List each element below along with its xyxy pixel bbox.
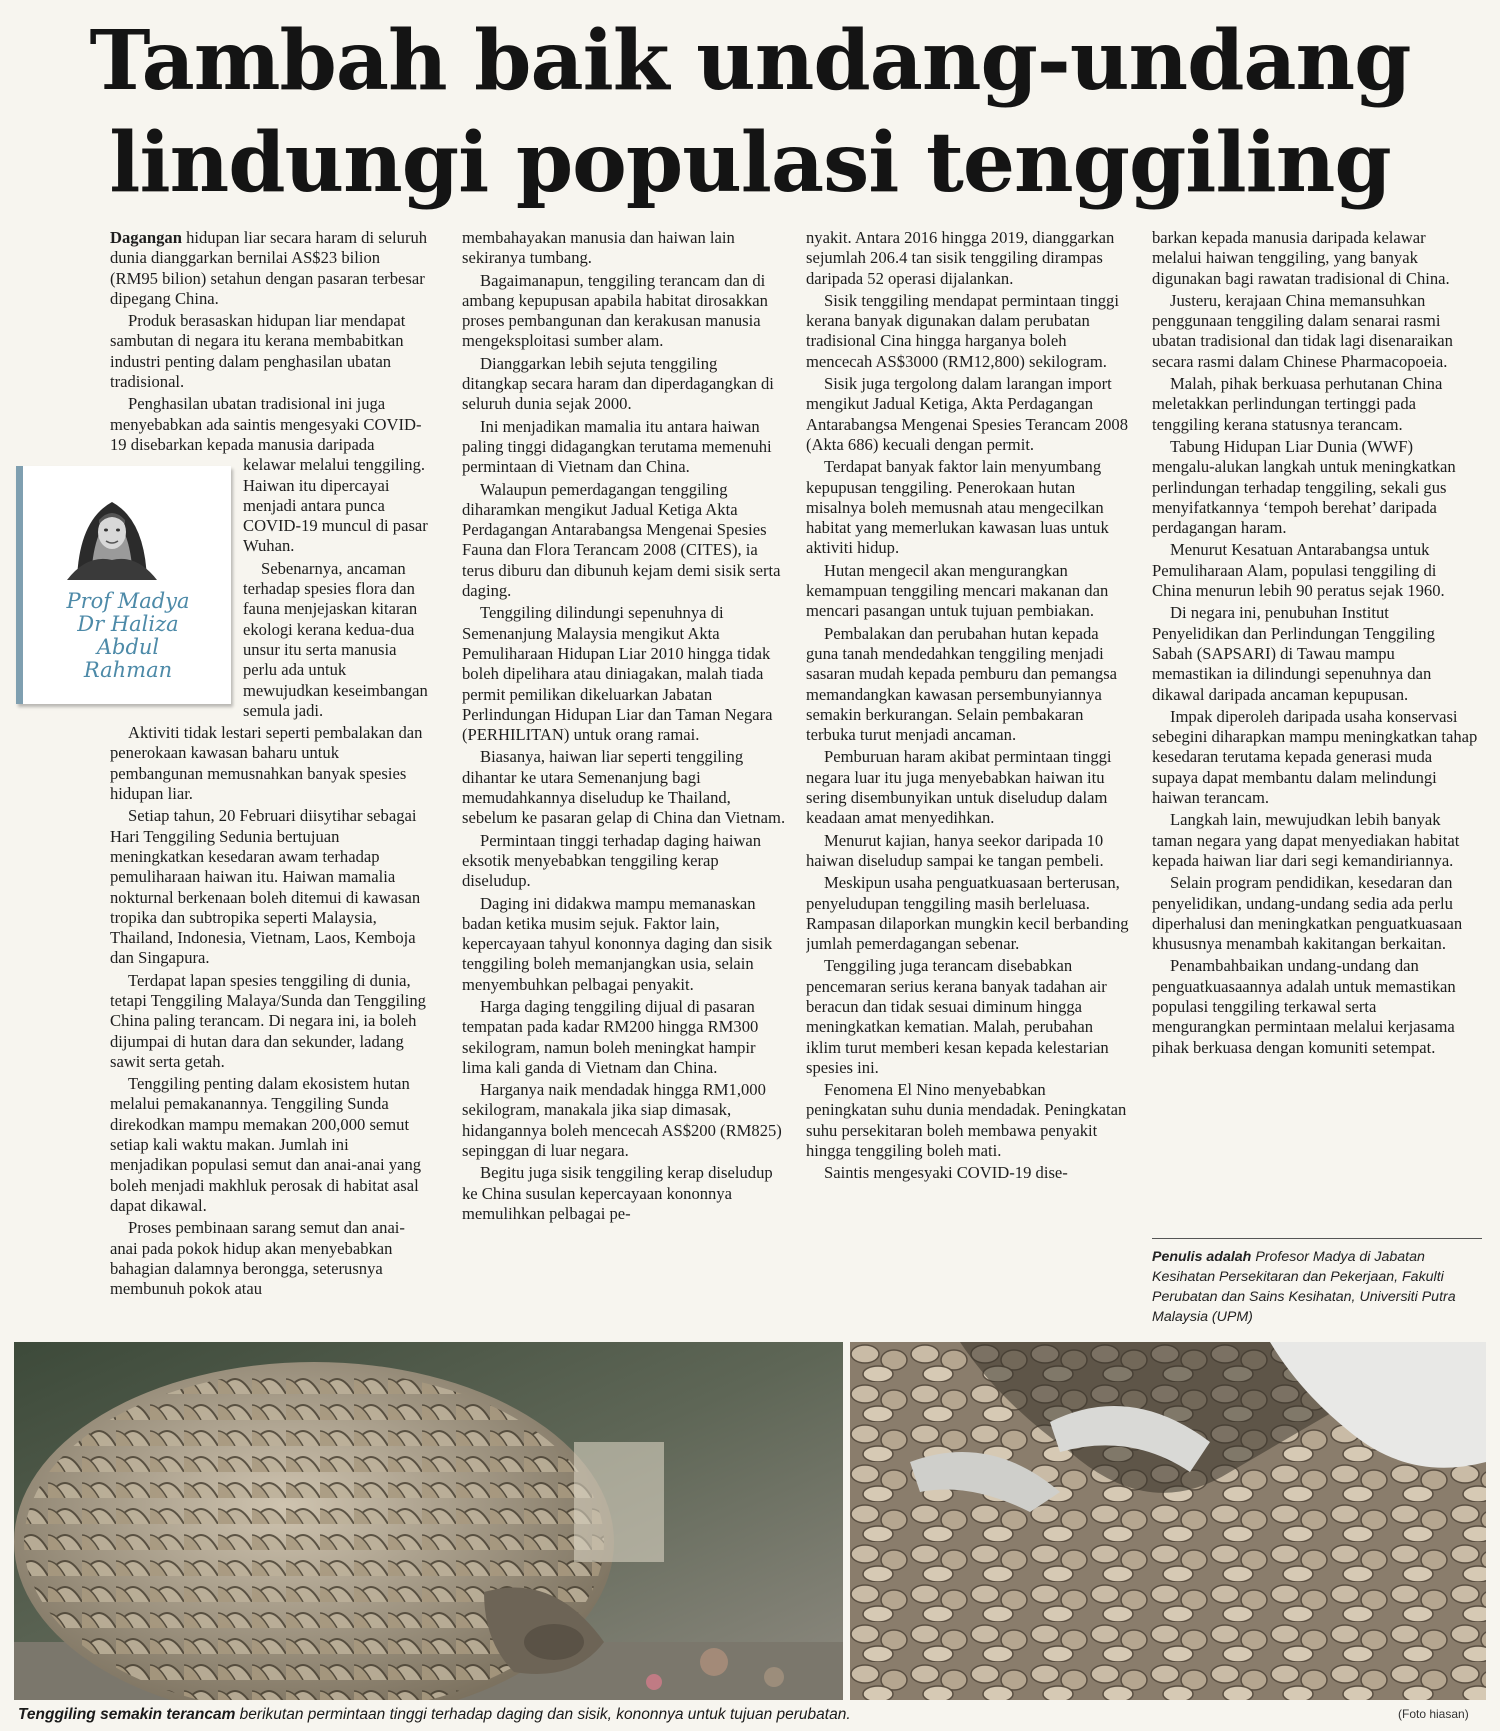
- paragraph: Daging ini didakwa mampu memanaskan badan ketika musim sejuk. Faktor lain, kepercayaan tahyul kononnya daging dan sisik tenggiling boleh memanjangkan usia, selain menyembuhkan pelbagai penyakit.: [462, 893, 773, 994]
- author-photo: [47, 480, 177, 580]
- paragraph: Proses pembinaan sarang semut dan anai-anai pada pokok hidup akan menyebabkan bahagian dalamnya berongga, seterusnya membunuh pokok atau: [110, 1218, 405, 1299]
- article-column-2: [462, 228, 786, 1318]
- lead-word: Dagangan: [110, 228, 182, 247]
- paragraph: Dianggarkan lebih sejuta tenggiling ditangkap secara haram dan diperdagangkan di seluruh dunia sejak 2000.: [462, 353, 774, 414]
- paragraph: Pembalakan dan perubahan hutan kepada guna tanah mendedahkan tenggiling menjadi sasaran mudah kepada pemburu dan pemangsa memandangkan kawasan persembunyiannya semakin berkurangan. Selain pembakaran terbuka turut menjadi ancaman.: [806, 623, 1118, 745]
- paragraph: Harga daging tenggiling dijual di pasaran tempatan pada kadar RM200 hingga RM300 sekilogram, namun boleh meningkat hampir lima kali ganda di Vietnam dan China.: [462, 996, 759, 1077]
- headline-line-1: Tambah baik undang-undang: [89, 13, 1411, 109]
- paragraph: Sebenarnya, ancaman terhadap spesies flora dan fauna menjejaskan kitaran ekologi kerana kedua-dua unsur itu serta manusia perlu ada untuk mewujudkan keseimbangan semula jadi.: [243, 558, 428, 720]
- paragraph: Tabung Hidupan Liar Dunia (WWF) mengalu-alukan langkah untuk meningkatkan perlindungan terhadap tenggiling, sekali gus menyifatkannya ‘tempoh berehat’ daripada perdagangan haram.: [1152, 436, 1456, 538]
- paragraph: Permintaan tinggi terhadap daging haiwan eksotik menyebabkan tenggiling kerap diseludup.: [462, 830, 762, 891]
- headline-line-2: lindungi populasi tenggiling: [109, 115, 1391, 211]
- paragraph: Menurut Kesatuan Antarabangsa untuk Pemuliharaan Alam, populasi tenggiling di China menurun lebih 90 peratus sejak 1960.: [1152, 540, 1445, 601]
- pangolin-scales-photo: [850, 1342, 1486, 1700]
- photo-credit: (Foto hiasan): [1398, 1707, 1469, 1721]
- paragraph: nyakit. Antara 2016 hingga 2019, dianggarkan sejumlah 206.4 tan sisik tenggiling dirampas daripada 52 operasi dijalankan.: [806, 228, 1115, 288]
- article-column-4: [1152, 228, 1478, 1228]
- paragraph: Tenggiling dilindungi sepenuhnya di Semenanjung Malaysia mengikut Akta Pemuliharaan Hidupan Liar 2010 hingga tidak boleh dipelihara atau diniagakan, malah tiada permit pemilikan dikeluarkan Jabatan Perlindungan Hidupan Liar dan Taman Negara (PERHILITAN) untuk orang ramai.: [462, 603, 773, 745]
- paragraph: Walaupun pemerdagangan tenggiling diharamkan mengikut Jadual Ketiga Akta Perdagangan Antarabangsa Mengenai Spesies Fauna dan Flora Terancam 2008 (CITES), ia terus diburu dan dibunuh kejam demi sisik serta daging.: [462, 479, 781, 601]
- paragraph: Harganya naik mendadak hingga RM1,000 sekilogram, manakala jika siap dimasak, hidangannya boleh mencecah AS$200 (RM825) sepinggan di luar negara.: [462, 1080, 782, 1161]
- paragraph: Justeru, kerajaan China memansuhkan penggunaan tenggiling dalam senarai rasmi ubatan tradisional dan tidak lagi disenaraikan secara rasmi dalam Chinese Pharmacopoeia.: [1152, 290, 1453, 371]
- caption-lead: Tenggiling semakin terancam: [18, 1706, 236, 1723]
- headline: [0, 10, 1500, 214]
- paragraph: Sisik juga tergolong dalam larangan import mengikut Jadual Ketiga, Akta Perdagangan Antarabangsa Mengenai Spesies Terancam 2008 (Akta 686) kecuali dengan permit.: [806, 374, 1129, 454]
- paragraph: membahayakan manusia dan haiwan lain sekiranya tumbang.: [462, 228, 735, 268]
- paragraph: Terdapat banyak faktor lain menyumbang kepupusan tenggiling. Penerokaan hutan misalnya boleh memusnah atau mengecilkan habitat yang memerlukan kawasan luas untuk aktiviti hidup.: [806, 457, 1109, 558]
- paragraph: Dagangan hidupan liar secara haram di seluruh dunia dianggarkan bernilai AS$23 bilion (RM95 bilion) setahun dengan pasaran terbesar dipegang China.: [110, 228, 428, 308]
- caption-text: berikutan permintaan tinggi terhadap daging dan sisik, kononnya untuk tujuan perubatan.: [239, 1706, 851, 1723]
- paragraph: Langkah lain, mewujudkan lebih banyak taman negara yang dapat menyediakan habitat kepada haiwan liar dari segi kemandiriannya.: [1152, 810, 1460, 870]
- writer-note: [1152, 1238, 1482, 1327]
- photo-caption: [18, 1705, 1018, 1725]
- author-name: [33, 590, 223, 682]
- paragraph: barkan kepada manusia daripada kelawar melalui haiwan tenggiling, yang banyak digunakan bagi rawatan tradisional di China.: [1152, 228, 1450, 288]
- scales-illustration: [850, 1342, 1486, 1700]
- paragraph: Impak diperoleh daripada usaha konservasi sebegini diharapkan mampu meningkatkan tahap kesedaran terutama kepada generasi muda supaya dapat membantu dalam melindungi haiwan terancam.: [1152, 706, 1478, 808]
- paragraph: Pemburuan haram akibat permintaan tinggi negara luar itu juga menyebabkan haiwan itu sering disembunyikan untuk diseludup dalam keadaan amat menyedihkan.: [806, 747, 1112, 828]
- article-column-3: [806, 228, 1130, 1318]
- paragraph: Menurut kajian, hanya seekor daripada 10 haiwan diseludup sampai ke tangan pembeli.: [806, 830, 1104, 870]
- paragraph: Malah, pihak berkuasa perhutanan China meletakkan perlindungan tertinggi pada tenggiling kerana statusnya terancam.: [1152, 374, 1443, 434]
- author-name-line: Prof Madya: [66, 589, 190, 613]
- author-name-line: Dr Haliza: [77, 612, 179, 636]
- author-name-line: Abdul: [96, 635, 160, 659]
- paragraph: Tenggiling penting dalam ekosistem hutan melalui pemakanannya. Tenggiling Sunda direkodkan mampu memakan 200,000 semut setiap kali waktu makan. Jumlah ini menjadikan populasi semut dan anai-anai yang boleh menjadi makhluk perosak di habitat asal dapat dikawal.: [110, 1074, 422, 1215]
- paragraph: Ini menjadikan mamalia itu antara haiwan paling tinggi didagangkan terutama memenuhi permintaan di Vietnam dan China.: [462, 416, 772, 477]
- paragraph: Aktiviti tidak lestari seperti pembalakan dan penerokaan kawasan baharu untuk pembangunan memusnahkan banyak spesies hidupan liar.: [110, 723, 423, 804]
- paragraph: Begitu juga sisik tenggiling kerap diseludup ke China susulan kepercayaan kononnya memulihkan pelbagai pe-: [462, 1163, 773, 1223]
- pangolin-photo: [14, 1342, 843, 1700]
- paragraph: Saintis mengesyaki COVID-19 dise-: [824, 1163, 1068, 1183]
- paragraph: Meskipun usaha penguatkuasaan berterusan, penyeludupan tenggiling masih berleluasa. Rampasan dilaporkan mungkin kecil berbanding jumlah pemerdagangan sebenar.: [806, 873, 1129, 954]
- paragraph: Sisik tenggiling mendapat permintaan tinggi kerana banyak digunakan dalam perubatan tradisional Cina hingga harganya boleh mencecah AS$3000 (RM12,800) sekilogram.: [806, 290, 1119, 371]
- author-name-line: Rahman: [83, 658, 173, 682]
- pangolin-illustration: [14, 1342, 843, 1700]
- paragraph: Produk berasaskan hidupan liar mendapat sambutan di negara itu kerana membabitkan industri penting dalam penghasilan ubatan tradisional.: [110, 311, 406, 392]
- writer-note-lead: Penulis adalah: [1152, 1249, 1252, 1265]
- article-column-1: [110, 228, 430, 1318]
- paragraph: Hutan mengecil akan mengurangkan kemampuan tenggiling mencari makanan dan mencari pasangan untuk tujuan pembiakan.: [806, 560, 1109, 621]
- paragraph: Selain program pendidikan, kesedaran dan penyelidikan, undang-undang sedia ada perlu diperhalusi dan meningkatkan penguatkuasaan khususnya menambah kakitangan berkaitan.: [1152, 873, 1463, 954]
- writer-note-text: Profesor Madya di Jabatan Kesihatan Persekitaran dan Pekerjaan, Fakulti Perubatan dan Sains Kesihatan, Universiti Putra Malaysia (UPM): [1152, 1249, 1456, 1325]
- author-box: [16, 466, 231, 704]
- paragraph: Fenomena El Nino menyebabkan peningkatan suhu dunia mendadak. Peningkatan suhu persekitaran boleh membawa penyakit hingga tenggiling boleh mati.: [806, 1080, 1127, 1161]
- paragraph: Di negara ini, penubuhan Institut Penyelidikan dan Perlindungan Tenggiling Sabah (SAPSARI) di Tawau mampu memastikan ia dilindungi sepenuhnya dan dikawal daripada ancaman kepupusan.: [1152, 603, 1435, 704]
- paragraph: Penghasilan ubatan tradisional ini juga menyebabkan ada saintis mengesyaki COVID-19 disebarkan kepada manusia daripada kelawar melalui tenggiling. Haiwan itu dipercayai menjadi antara punca COVID-19 muncul di pasar Wuhan.: [110, 394, 428, 556]
- paragraph: Biasanya, haiwan liar seperti tenggiling dihantar ke utara Semenanjung bagi memudahkannya diseludup ke Thailand, sebelum ke pasaran gelap di China dan Vietnam.: [462, 747, 786, 828]
- paragraph: Bagaimanapun, tenggiling terancam dan di ambang kepupusan apabila habitat dirosakkan proses pembangunan dan kerakusan manusia mengeksploitasi sumber alam.: [462, 270, 768, 351]
- paragraph: Penambahbaikan undang-undang dan penguatkuasaannya adalah untuk memastikan populasi tenggiling terkawal serta mengurangkan permintaan melalui kerjasama pihak berkuasa dengan komuniti setempat.: [1152, 956, 1456, 1057]
- paragraph: Setiap tahun, 20 Februari diisytihar sebagai Hari Tenggiling Sedunia bertujuan meningkatkan kesedaran awam terhadap pemuliharaan haiwan itu. Haiwan mamalia nokturnal berkenaan boleh ditemui di kawasan tropika dan subtropika seperti Malaysia, Thailand, Indonesia, Vietnam, Laos, Kemboja dan Singapura.: [110, 806, 421, 968]
- paragraph: Tenggiling juga terancam disebabkan pencemaran serius kerana banyak tadahan air beracun dan tidak sesuai diminum hingga meningkatkan kematian. Malah, perubahan iklim turut memberi kesan kepada kelestarian spesies ini.: [806, 956, 1109, 1077]
- paragraph: Terdapat lapan spesies tenggiling di dunia, tetapi Tenggiling Malaya/Sunda dan Tenggiling China paling terancam. Di negara ini, ia boleh dijumpai di hutan dara dan sekunder, ladang sawit serta getah.: [110, 970, 426, 1071]
